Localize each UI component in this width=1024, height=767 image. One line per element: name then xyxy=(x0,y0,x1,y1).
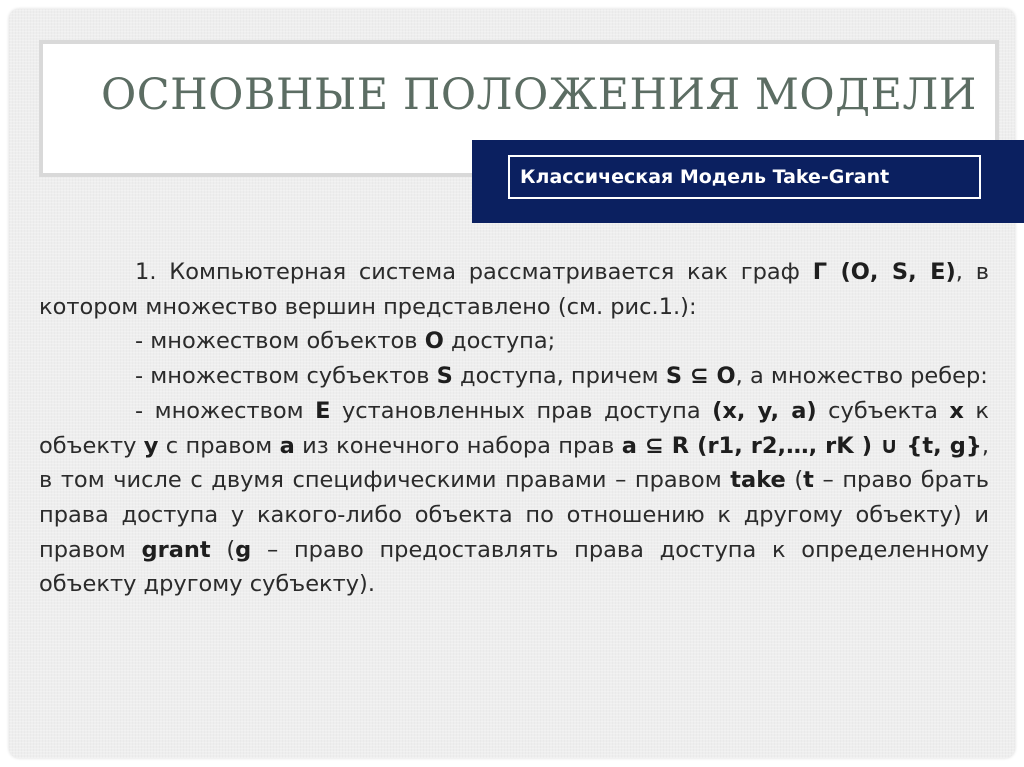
text-run: – право брать права доступа у какого-либо объекта по отношению к другому объекту) и правом xyxy=(39,467,990,563)
list-item-subjects xyxy=(39,359,989,394)
text-run: , в котором множество вершин представлено (см. рис.1.): xyxy=(39,259,989,320)
bold-run: grant xyxy=(141,536,211,563)
bold-run: a xyxy=(279,432,295,459)
text-run: - множеством субъектов xyxy=(135,363,437,390)
text-run: из конечного набора прав xyxy=(294,432,622,459)
slide xyxy=(9,9,1015,758)
bold-run: (x, y, a) xyxy=(712,397,817,424)
text-run: доступа, причем xyxy=(452,363,666,390)
text-run: с правом xyxy=(158,432,280,459)
bold-run: Г (О, S, E) xyxy=(812,259,956,285)
text-run: , а множество ребер: xyxy=(735,363,988,390)
text-run: субъекта xyxy=(816,397,950,424)
text-run: установленных прав доступа xyxy=(330,397,713,424)
subtitle: Классическая Модель Take-Grant xyxy=(520,166,890,188)
text-run: - множеством объектов xyxy=(135,328,425,355)
text-run: – право предоставлять права доступа к определенному объекту другому субъекту). xyxy=(39,536,990,598)
bold-run: y xyxy=(143,432,159,459)
body-text xyxy=(39,255,989,602)
bold-run: g xyxy=(235,536,252,563)
text-run: ( xyxy=(210,536,236,563)
text-run: к объекту xyxy=(39,397,989,459)
text-run: ( xyxy=(785,467,804,494)
bold-run: S ⊆ О xyxy=(665,363,736,390)
paragraph-graph-definition xyxy=(39,255,989,324)
bold-run: S xyxy=(436,363,453,390)
list-item-objects xyxy=(39,324,989,359)
bold-run: E xyxy=(315,397,331,424)
bold-run: О xyxy=(424,328,444,355)
bold-run: t xyxy=(803,467,814,494)
subtitle-frame xyxy=(508,155,981,199)
text-run: , в том числе с двумя специфическими правами – правом xyxy=(39,432,989,494)
subtitle-band xyxy=(472,140,1024,223)
page-title: ОСНОВНЫЕ ПОЛОЖЕНИЯ МОДЕЛИ xyxy=(101,70,977,120)
text-run: - множеством xyxy=(135,397,316,424)
bold-run: take xyxy=(730,467,786,494)
text-run: доступа; xyxy=(443,328,556,355)
text-run: 1. Компьютерная система рассматривается как граф xyxy=(135,259,813,285)
list-item-edges xyxy=(39,394,989,602)
bold-run: x xyxy=(949,397,964,424)
bold-run: a ⊆ R (r1, r2,…, rK ) ∪ {t, g} xyxy=(621,432,982,459)
